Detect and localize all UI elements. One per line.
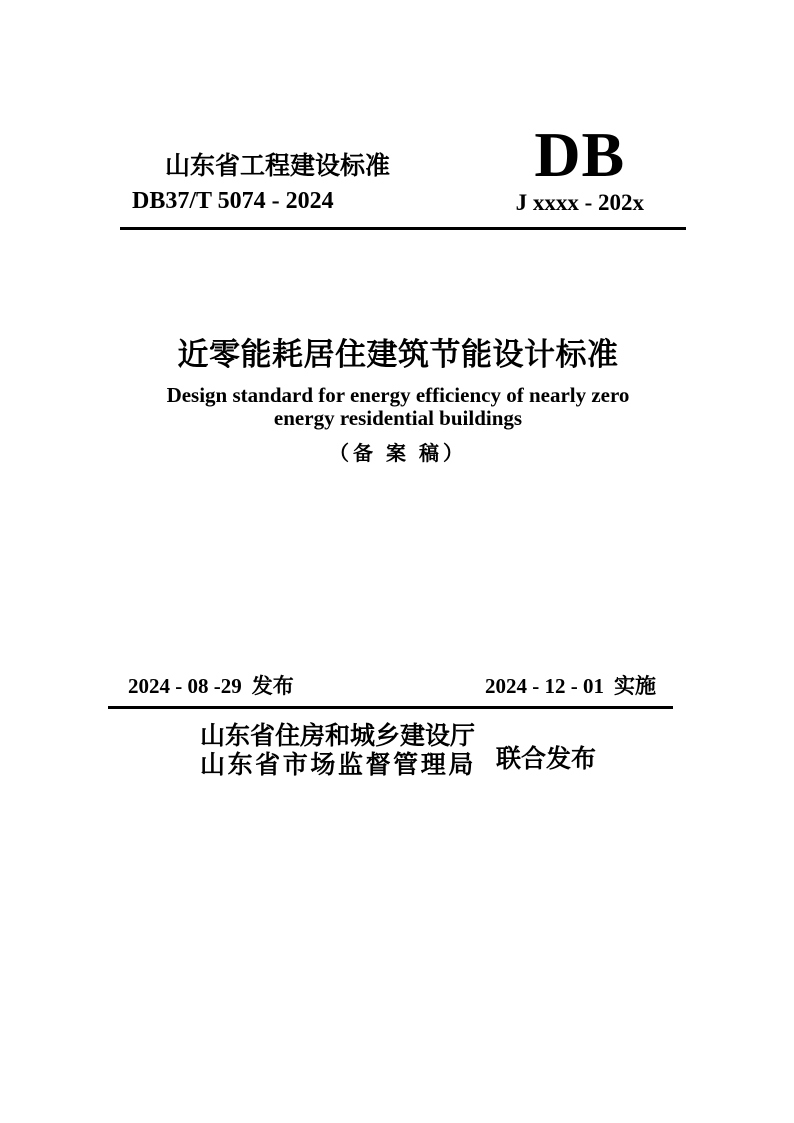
header-right-block xyxy=(515,119,686,218)
publisher-agencies xyxy=(200,722,476,780)
standard-type-label: 山东省工程建设标准 xyxy=(165,152,391,180)
record-number: J xxxx - 202x xyxy=(515,190,644,215)
document-title-en-line1: Design standard for energy efficiency of nearly zero xyxy=(166,383,630,407)
publisher-row xyxy=(110,722,686,780)
implement-label: 实施 xyxy=(614,675,656,698)
header-rule xyxy=(120,227,686,230)
header-left-block xyxy=(110,151,390,218)
publish-date: 2024 - 08 -29 xyxy=(128,674,242,698)
cover-header xyxy=(110,119,686,218)
implement-date: 2024 - 12 - 01 xyxy=(485,674,604,698)
draft-status-label: （备 案 稿） xyxy=(329,443,467,465)
implement-date-item xyxy=(485,674,656,699)
dates-rule xyxy=(108,706,673,709)
cover-content xyxy=(110,0,686,780)
joint-publish-label: 联合发布 xyxy=(496,745,597,773)
standard-code: DB37/T 5074 - 2024 xyxy=(132,188,334,214)
publisher-agency-2: 山东省市场监督管理局 xyxy=(199,751,476,779)
publish-label: 发布 xyxy=(251,675,294,698)
publish-date-item xyxy=(128,674,294,699)
document-title-zh: 近零能耗居住建筑节能设计标准 xyxy=(177,337,619,372)
publisher-agency-1: 山东省住房和城乡建设厅 xyxy=(199,722,475,750)
document-title-en xyxy=(110,384,686,430)
dates-row xyxy=(110,674,686,699)
db-mark: DB xyxy=(534,119,626,190)
title-block xyxy=(110,335,686,466)
document-title-en-line2: energy residential buildings xyxy=(273,406,523,430)
